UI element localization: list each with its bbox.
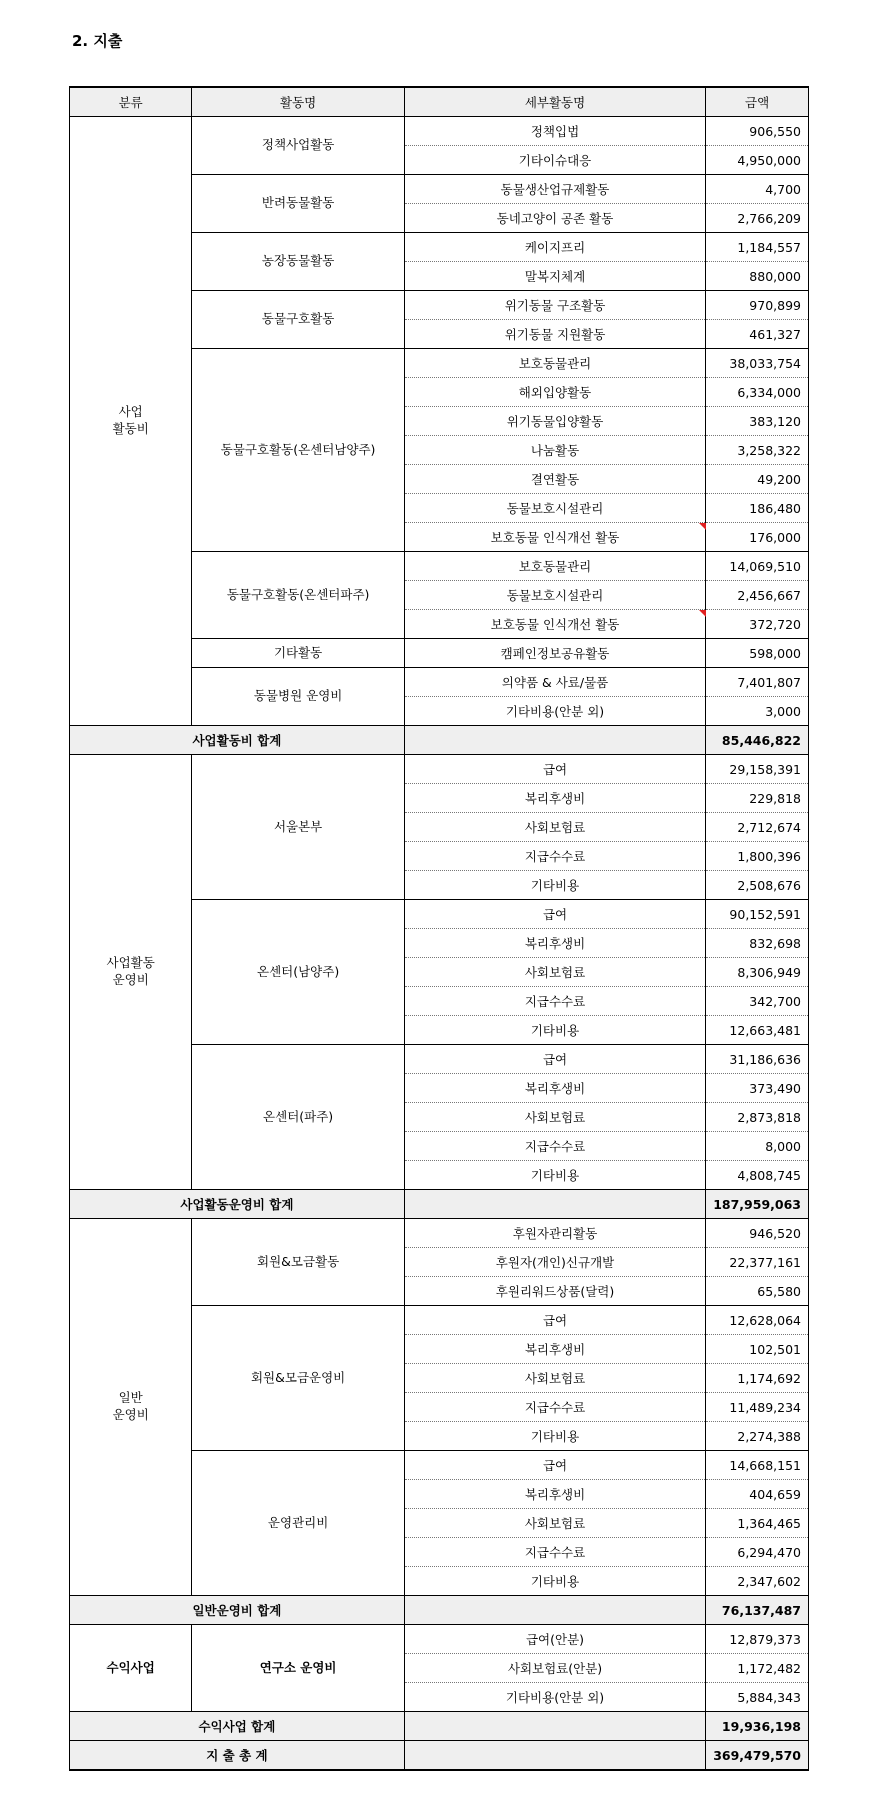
subtotal-spacer (404, 726, 705, 755)
amount-cell: 404,659 (706, 1480, 809, 1509)
detail-cell: 사회보험료 (404, 958, 705, 987)
amount-cell: 229,818 (706, 784, 809, 813)
detail-cell: 동물생산업규제활동 (404, 175, 705, 204)
amount-cell: 2,274,388 (706, 1422, 809, 1451)
amount-cell: 880,000 (706, 262, 809, 291)
detail-cell: 복리후생비 (404, 1335, 705, 1364)
subtotal-row (70, 726, 809, 755)
amount-cell: 2,766,209 (706, 204, 809, 233)
grand-total-label: 지 출 총 계 (70, 1741, 405, 1771)
amount-cell: 12,628,064 (706, 1306, 809, 1335)
detail-cell: 해외입양활동 (404, 378, 705, 407)
comment-marker-icon (699, 523, 706, 530)
detail-cell: 지급수수료 (404, 1393, 705, 1422)
amount-cell: 2,712,674 (706, 813, 809, 842)
table-body (70, 117, 809, 1771)
amount-cell: 11,489,234 (706, 1393, 809, 1422)
subtotal-label: 사업활동운영비 합계 (70, 1190, 405, 1219)
amount-cell: 7,401,807 (706, 668, 809, 697)
detail-cell: 의약품 & 사료/물품 (404, 668, 705, 697)
detail-cell: 급여 (404, 1451, 705, 1480)
amount-cell: 2,873,818 (706, 1103, 809, 1132)
activity-cell: 정책사업활동 (192, 117, 404, 175)
detail-cell: 사회보험료 (404, 1364, 705, 1393)
table-row (70, 117, 809, 146)
category-cell: 사업활동 운영비 (70, 755, 192, 1190)
amount-cell: 2,456,667 (706, 581, 809, 610)
amount-cell: 14,668,151 (706, 1451, 809, 1480)
amount-cell: 1,172,482 (706, 1654, 809, 1683)
table-row (70, 1625, 809, 1654)
subtotal-row (70, 1190, 809, 1219)
detail-cell: 급여 (404, 900, 705, 929)
detail-cell: 급여 (404, 1045, 705, 1074)
subtotal-row (70, 1596, 809, 1625)
activity-cell: 서울본부 (192, 755, 404, 900)
amount-cell: 12,879,373 (706, 1625, 809, 1654)
detail-cell: 보호동물관리 (404, 349, 705, 378)
detail-cell: 지급수수료 (404, 1538, 705, 1567)
amount-cell: 598,000 (706, 639, 809, 668)
detail-cell: 캠페인정보공유활동 (404, 639, 705, 668)
activity-cell: 동물병원 운영비 (192, 668, 404, 726)
detail-cell: 결연활동 (404, 465, 705, 494)
amount-cell: 906,550 (706, 117, 809, 146)
detail-cell: 나눔활동 (404, 436, 705, 465)
table-row (70, 1219, 809, 1248)
subtotal-amount: 76,137,487 (706, 1596, 809, 1625)
subtotal-label: 일반운영비 합계 (70, 1596, 405, 1625)
detail-cell: 급여 (404, 1306, 705, 1335)
detail-cell: 케이지프리 (404, 233, 705, 262)
detail-cell: 복리후생비 (404, 784, 705, 813)
activity-cell: 운영관리비 (192, 1451, 404, 1596)
comment-marker-icon (699, 610, 706, 617)
amount-cell: 6,334,000 (706, 378, 809, 407)
detail-cell: 위기동물입양활동 (404, 407, 705, 436)
column-header-amount: 금액 (706, 87, 809, 117)
amount-cell: 373,490 (706, 1074, 809, 1103)
detail-cell: 복리후생비 (404, 929, 705, 958)
detail-cell: 지급수수료 (404, 987, 705, 1016)
amount-cell: 946,520 (706, 1219, 809, 1248)
detail-cell: 기타비용(안분 외) (404, 1683, 705, 1712)
detail-cell: 말복지체계 (404, 262, 705, 291)
amount-cell: 90,152,591 (706, 900, 809, 929)
amount-cell: 1,364,465 (706, 1509, 809, 1538)
activity-cell: 동물구호활동 (192, 291, 404, 349)
amount-cell: 1,174,692 (706, 1364, 809, 1393)
detail-cell: 기타비용 (404, 1567, 705, 1596)
activity-cell: 동물구호활동(온센터파주) (192, 552, 404, 639)
category-cell: 일반 운영비 (70, 1219, 192, 1596)
amount-cell: 372,720 (706, 610, 809, 639)
detail-cell: 동물보호시설관리 (404, 494, 705, 523)
amount-cell: 1,800,396 (706, 842, 809, 871)
detail-cell: 정책입법 (404, 117, 705, 146)
amount-cell: 5,884,343 (706, 1683, 809, 1712)
amount-cell: 31,186,636 (706, 1045, 809, 1074)
detail-cell: 복리후생비 (404, 1480, 705, 1509)
page-title: 2. 지출 (72, 32, 123, 50)
activity-cell: 회원&모금운영비 (192, 1306, 404, 1451)
amount-cell: 383,120 (706, 407, 809, 436)
expense-table (69, 86, 809, 1771)
amount-cell: 22,377,161 (706, 1248, 809, 1277)
amount-cell: 186,480 (706, 494, 809, 523)
amount-cell: 461,327 (706, 320, 809, 349)
detail-cell: 사회보험료 (404, 1103, 705, 1132)
detail-cell: 후원리워드상품(달력) (404, 1277, 705, 1306)
detail-cell: 급여(안분) (404, 1625, 705, 1654)
detail-cell: 보호동물 인식개선 활동 (404, 523, 705, 552)
activity-cell: 농장동물활동 (192, 233, 404, 291)
activity-cell: 회원&모금활동 (192, 1219, 404, 1306)
amount-cell: 12,663,481 (706, 1016, 809, 1045)
amount-cell: 14,069,510 (706, 552, 809, 581)
amount-cell: 2,347,602 (706, 1567, 809, 1596)
subtotal-amount: 19,936,198 (706, 1712, 809, 1741)
detail-cell: 동물보호시설관리 (404, 581, 705, 610)
detail-cell: 지급수수료 (404, 842, 705, 871)
detail-cell: 동네고양이 공존 활동 (404, 204, 705, 233)
detail-cell: 보호동물 인식개선 활동 (404, 610, 705, 639)
table-row (70, 755, 809, 784)
subtotal-spacer (404, 1596, 705, 1625)
amount-cell: 970,899 (706, 291, 809, 320)
activity-cell: 동물구호활동(온센터남양주) (192, 349, 404, 552)
detail-cell: 지급수수료 (404, 1132, 705, 1161)
amount-cell: 1,184,557 (706, 233, 809, 262)
detail-cell: 복리후생비 (404, 1074, 705, 1103)
amount-cell: 29,158,391 (706, 755, 809, 784)
subtotal-spacer (404, 1712, 705, 1741)
detail-cell: 사회보험료 (404, 1509, 705, 1538)
detail-cell: 기타비용 (404, 871, 705, 900)
subtotal-row (70, 1712, 809, 1741)
column-header-activity: 활동명 (192, 87, 404, 117)
amount-cell: 2,508,676 (706, 871, 809, 900)
detail-cell: 기타비용 (404, 1161, 705, 1190)
subtotal-spacer (404, 1190, 705, 1219)
amount-cell: 8,306,949 (706, 958, 809, 987)
subtotal-label: 수익사업 합계 (70, 1712, 405, 1741)
detail-cell: 기타비용 (404, 1422, 705, 1451)
amount-cell: 3,000 (706, 697, 809, 726)
detail-cell: 위기동물 지원활동 (404, 320, 705, 349)
detail-cell: 기타비용 (404, 1016, 705, 1045)
amount-cell: 49,200 (706, 465, 809, 494)
subtotal-amount: 187,959,063 (706, 1190, 809, 1219)
activity-cell: 온센터(파주) (192, 1045, 404, 1190)
grand-total-row (70, 1741, 809, 1771)
detail-cell: 사회보험료(안분) (404, 1654, 705, 1683)
subtotal-amount: 85,446,822 (706, 726, 809, 755)
amount-cell: 4,808,745 (706, 1161, 809, 1190)
amount-cell: 65,580 (706, 1277, 809, 1306)
detail-cell: 급여 (404, 755, 705, 784)
detail-cell: 기타이슈대응 (404, 146, 705, 175)
amount-cell: 8,000 (706, 1132, 809, 1161)
column-header-category: 분류 (70, 87, 192, 117)
detail-cell: 후원자관리활동 (404, 1219, 705, 1248)
detail-cell: 기타비용(안분 외) (404, 697, 705, 726)
activity-cell: 연구소 운영비 (192, 1625, 404, 1712)
activity-cell: 온센터(남양주) (192, 900, 404, 1045)
grand-total-spacer (404, 1741, 705, 1771)
category-cell: 수익사업 (70, 1625, 192, 1712)
amount-cell: 4,700 (706, 175, 809, 204)
amount-cell: 38,033,754 (706, 349, 809, 378)
table-header-row (70, 87, 809, 117)
grand-total-amount: 369,479,570 (706, 1741, 809, 1771)
amount-cell: 4,950,000 (706, 146, 809, 175)
amount-cell: 342,700 (706, 987, 809, 1016)
column-header-detail: 세부활동명 (404, 87, 705, 117)
activity-cell: 기타활동 (192, 639, 404, 668)
amount-cell: 6,294,470 (706, 1538, 809, 1567)
amount-cell: 832,698 (706, 929, 809, 958)
detail-cell: 사회보험료 (404, 813, 705, 842)
amount-cell: 102,501 (706, 1335, 809, 1364)
detail-cell: 후원자(개인)신규개발 (404, 1248, 705, 1277)
subtotal-label: 사업활동비 합계 (70, 726, 405, 755)
activity-cell: 반려동물활동 (192, 175, 404, 233)
detail-cell: 보호동물관리 (404, 552, 705, 581)
detail-cell: 위기동물 구조활동 (404, 291, 705, 320)
amount-cell: 3,258,322 (706, 436, 809, 465)
category-cell: 사업 활동비 (70, 117, 192, 726)
amount-cell: 176,000 (706, 523, 809, 552)
